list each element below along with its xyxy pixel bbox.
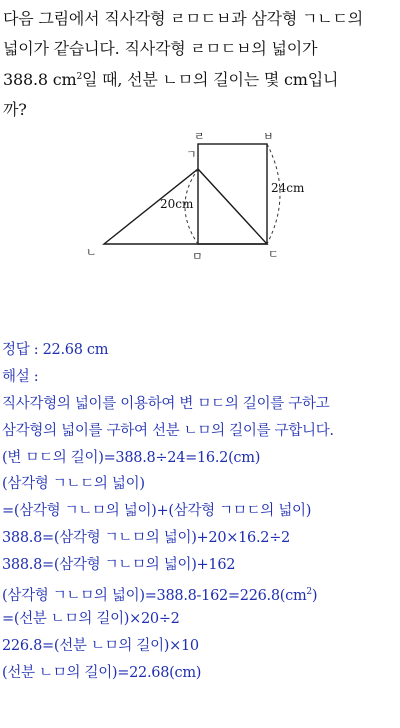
question-text (3, 4, 397, 124)
height-label: 20cm (160, 197, 194, 211)
question-line-3 (3, 63, 397, 95)
solution-line-6: 388.8=(삼각형 ㄱㄴㅁ의 넓이)+20×16.2÷2 (2, 530, 290, 547)
side-label: 24cm (271, 181, 305, 195)
geometry-figure (80, 128, 310, 264)
area-calc: (삼각형 ㄱㄴㅁ의 넓이)=388.8-162=226.8(cm (2, 588, 307, 605)
solution-line-4: (삼각형 ㄱㄴㄷ의 넓이) (2, 476, 145, 493)
area-calc-close: ) (311, 588, 318, 605)
solution-line-7: 388.8=(삼각형 ㄱㄴㅁ의 넓이)+162 (2, 557, 236, 574)
label-n: ㄴ (86, 246, 97, 259)
label-g: ㄱ (186, 148, 197, 161)
solution-line-9: =(선분 ㄴㅁ의 길이)×20÷2 (2, 610, 180, 627)
solution-line-5: =(삼각형 ㄱㄴㅁ의 넓이)+(삼각형 ㄱㅁㄷ의 넓이) (2, 503, 312, 520)
answer-line: 정답 : 22.68 cm (2, 342, 109, 358)
label-r: ㄹ (194, 130, 205, 143)
solution (2, 337, 398, 687)
question-line-4: 까? (3, 99, 27, 119)
label-b: ㅂ (263, 130, 274, 143)
question-line-3-rest: 일 때, 선분 ㄴㅁ의 길이는 몇 cm입니 (81, 70, 339, 89)
solution-line-8 (2, 579, 398, 606)
label-d: ㄷ (268, 248, 279, 261)
question-line-1: 다음 그림에서 직사각형 ㄹㅁㄷㅂ과 삼각형 ㄱㄴㄷ의 (3, 9, 364, 28)
area-value: 388.8 cm (3, 70, 77, 89)
question-line-2: 넓이가 같습니다. 직사각형 ㄹㅁㄷㅂ의 넓이가 (3, 38, 318, 58)
solution-line-11: (선분 ㄴㅁ의 길이)=22.68(cm) (2, 664, 202, 681)
solution-line-2: 삼각형의 넓이를 구하여 선분 ㄴㅁ의 길이를 구합니다. (2, 422, 334, 439)
rectangle-rmdb (198, 144, 267, 244)
solution-line-1: 직사각형의 넓이를 이용하여 변 ㅁㄷ의 길이를 구하고 (2, 395, 330, 412)
solution-line-10: 226.8=(선분 ㄴㅁ의 길이)×10 (2, 637, 199, 654)
label-m: ㅁ (192, 250, 203, 263)
solution-line-3: (변 ㅁㄷ의 길이)=388.8÷24=16.2(cm) (2, 449, 261, 466)
area-calc-exponent: 2 (306, 587, 312, 598)
area-exponent: 2 (76, 72, 82, 82)
solution-heading: 해설 : (2, 368, 39, 385)
